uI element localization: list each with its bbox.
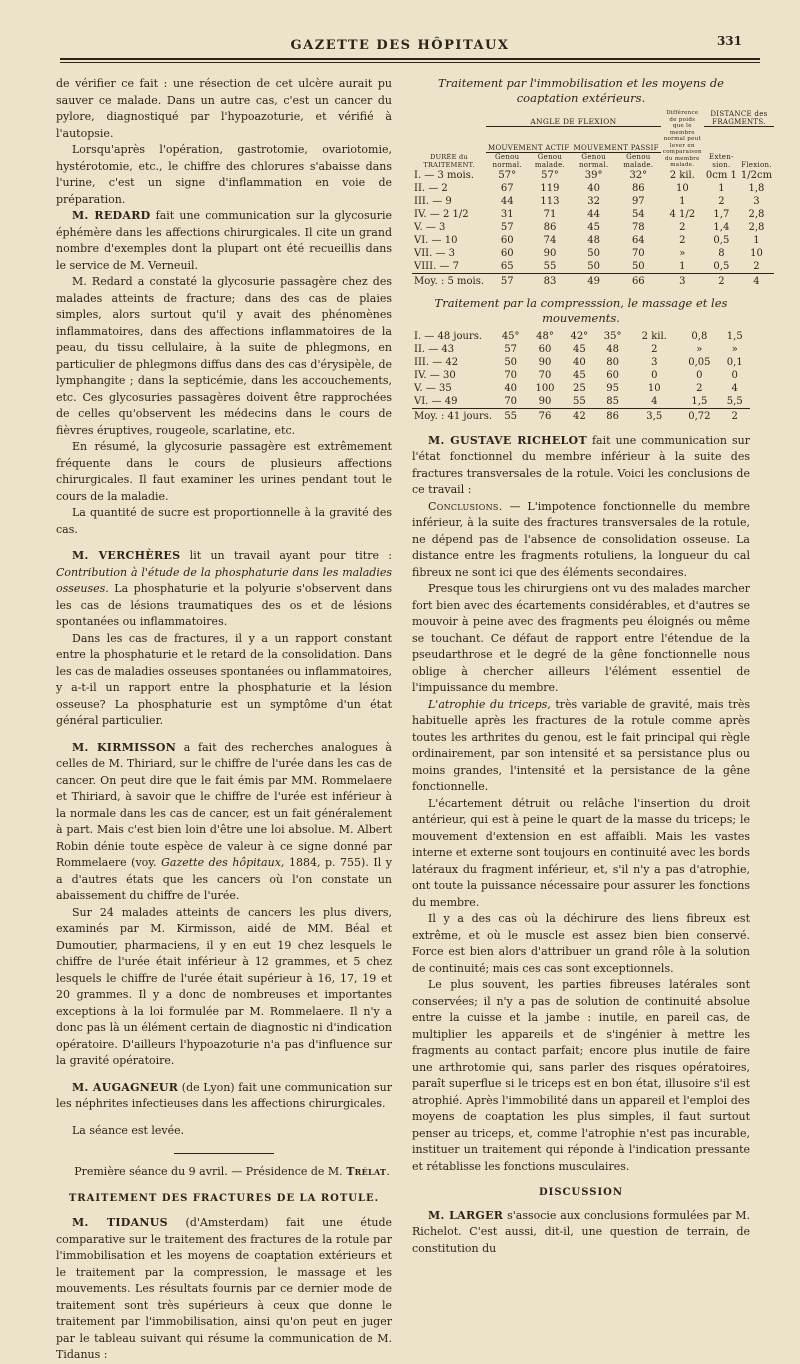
table-cell: 25 (572, 382, 586, 394)
speaker-name: M. LARGER (428, 1208, 504, 1222)
col-header-actif: MOUVEMENT ACTIF (486, 127, 571, 153)
header-rule-thin (60, 62, 760, 63)
table-cell: 2 (696, 382, 703, 394)
table-cell: 1 (679, 260, 686, 272)
table-cell: 2,8 (748, 221, 765, 233)
paragraph-text: (de Lyon) fait une communication sur les néphrites infectieuses dans les affections chirurgicales. (56, 1080, 393, 1110)
table-cell: 2 kil. (669, 169, 695, 181)
table-cell: 67 (500, 182, 514, 194)
table-cell: 2 (679, 221, 686, 233)
table-row (412, 330, 750, 343)
table-cell: 40 (587, 182, 601, 194)
speaker-name: M. AUGAGNEUR (72, 1080, 179, 1094)
table-row (412, 208, 774, 221)
table-cell: VII. — 3 (414, 247, 456, 259)
table-cell: 10 (750, 247, 763, 259)
table-cell: 48 (606, 343, 619, 355)
table-cell: 5,5 (726, 395, 743, 407)
speaker-name: M. VERCHÈRES (72, 549, 181, 562)
table-cell: 45 (572, 343, 586, 355)
table-cell: V. — 3 (414, 221, 446, 233)
col-header-difference: Différence de poids que le membre normal peut lever en comparaison du membre malade. (662, 110, 702, 168)
paragraph-text: a fait des recherches analogues à celles de M. Thiriard, sur le chiffre de l'urée dans les cas de cancer. On peut dire que le fait émis par MM. Rommelaere et Thiriard, à savoir que le chiffre de l'urée est inférieur à la normale dans les cas de cancer, est un fait généralement à part. Mais c'est bien loin d'être une loi absolue. M. Albert Robin dénie toute espèce de valeur à ce signe donné par Rommelaere (voy. (56, 740, 392, 869)
table-row (412, 169, 774, 182)
col-sub-genou-normal: Genou normal. (578, 152, 609, 169)
table-cell: 44 (500, 195, 514, 207)
paragraph-text: s'associe aux conclusions formulées par M. Richelot. C'est aussi, dit-il, une question de terrain, de constitution du (412, 1208, 750, 1255)
table-row (412, 395, 750, 409)
table-cell: 10 (675, 182, 689, 194)
table-cell: 60 (500, 234, 514, 246)
table-cell: 65 (500, 260, 514, 272)
table-cell: 50 (587, 247, 601, 259)
session-text: Première séance du 9 avril. — Présidence de M. (74, 1165, 347, 1178)
table-cell: 64 (631, 234, 645, 246)
table-cell: 90 (538, 356, 552, 368)
table-cell: VIII. — 7 (414, 260, 459, 272)
table-cell: 90 (543, 247, 557, 259)
paragraph (412, 499, 750, 582)
table-cell: » (696, 343, 703, 355)
table-cell: 1,8 (748, 182, 765, 194)
table-cell: I. — 3 mois. (414, 169, 475, 181)
paragraph-text: lit un travail ayant pour titre : (180, 549, 393, 562)
table-row (412, 182, 774, 195)
table-cell: IV. — 2 1/2 (414, 208, 469, 220)
table-cell: 70 (538, 369, 552, 381)
table-immobilisation (412, 110, 774, 288)
table-cell: 95 (606, 382, 619, 394)
table-cell: 70 (504, 395, 518, 407)
table-cell: 90 (538, 395, 552, 407)
table-cell: 0 (696, 369, 703, 381)
speaker-name: M. KIRMISSON (72, 740, 177, 754)
work-title: Contribution à l'étude de la phosphaturie dans les maladies osseuses. (56, 565, 392, 595)
session-heading (56, 1164, 392, 1181)
paragraph (56, 740, 392, 905)
table-cell: VI. — 10 (414, 234, 458, 246)
paragraph: En résumé, la glycosurie passagère est extrêmement fréquente dans le cours de plusieurs affections chirurgicales. Il faut examiner les urines pendant tout le cours de la maladie. (56, 440, 392, 503)
table-cell: 2 (753, 260, 760, 272)
table-cell: V. — 35 (414, 382, 452, 394)
paragraph (56, 548, 392, 631)
session-text-end: . (386, 1165, 390, 1178)
table-total-row (412, 408, 750, 423)
table-cell: » (731, 343, 738, 355)
table-cell: 1 (718, 182, 725, 194)
table-cell: » (679, 247, 686, 259)
paragraph-text: 1884, p. 755). Il y a d'autres états que les cancers où l'on constate un abaissement du chiffre de l'urée. (56, 856, 392, 902)
table-cell: 2 (651, 343, 658, 355)
table-row (412, 382, 750, 395)
col-header-extension: Exten-sion. (709, 152, 734, 169)
table-cell: Moy. : 5 mois. (412, 273, 486, 288)
table-cell: 83 (528, 273, 571, 288)
table-cell: 76 (527, 408, 562, 423)
table-cell: 1,7 (713, 208, 730, 220)
table-cell: III. — 42 (414, 356, 459, 368)
paragraph-text: (d'Amsterdam) fait une étude comparative sur le traitement des fractures de la rotule par l'immobilisation et les moyens de coaptation extérieurs et le traitement par la compression, le massage et les mouvements. Les résultats fournis par ce dernier mode de traitement sont très supérieurs à ceux que donne le traitement par l'immobilisation, ainsi qu'on peut en juger par le tableau suivant qui résume la communication de M. Tidanus : (56, 1216, 392, 1361)
table-cell: 80 (606, 356, 619, 368)
col-header-flexion: Flexion. (741, 160, 772, 169)
table-cell: 0,5 (713, 260, 730, 272)
table-cell: Moy. : 41 jours. (412, 408, 494, 423)
table-cell: 50 (587, 260, 601, 272)
paragraph (412, 1208, 750, 1258)
table-cell: 1 (679, 195, 686, 207)
paragraph-text: La phosphaturie et la polyurie s'observent dans les cas de lésions traumatiques des os et de lésions spontanées ou inflammatoires. (56, 582, 392, 628)
table-cell: 1/2cm (740, 169, 773, 181)
table-cell: 57 (504, 343, 518, 355)
table-cell: 32 (587, 195, 601, 207)
table-cell: 1,5 (726, 330, 743, 342)
table-cell: 113 (540, 195, 560, 207)
table-row (412, 260, 774, 274)
speaker-name: M. REDARD (72, 209, 151, 222)
table-cell: II. — 2 (414, 182, 448, 194)
col-header-passif: MOUVEMENT PASSIF (572, 127, 661, 153)
paragraph-text: fait une communication sur l'état fonctionnel du membre inférieur à la suite des fractures transversales de la rotule. Voici les conclusions de ce travail : (412, 433, 750, 496)
table-cell: 50 (504, 356, 518, 368)
table-cell: 2 (679, 234, 686, 246)
table-cell: 85 (606, 395, 619, 407)
table-cell: 3 (661, 273, 704, 288)
paragraph: Dans les cas de fractures, il y a un rapport constant entre la phosphaturie et le retard de la consolidation. Dans les cas de maladies osseuses spontanées ou inflammatoires, y a-t-il un rapport entre la phosphaturie et la lésion osseuse? La phosphaturie est un symptôme d'un état général particulier. (56, 631, 392, 727)
table-cell: 1,5 (691, 395, 708, 407)
section-title: TRAITEMENT DES FRACTURES DE LA ROTULE. (68, 1192, 380, 1204)
table-cell: 44 (587, 208, 601, 220)
paragraph: L'écartement détruit ou relâche l'insertion du droit antérieur, qui est à peine le quart de la masse du triceps; le mouvement d'extension en est affaibli. Mais les vastes interne et externe sont toujours en continuité avec les bords latéraux du fragment inférieur, et, s'il n'y a pas d'atrophie, ont toute la puissance nécessaire pour assurer les fonctions du membre. (412, 796, 750, 909)
table-cell: 3 (651, 356, 658, 368)
table-cell: 119 (540, 182, 560, 194)
table-cell: 3 (753, 195, 760, 207)
table-cell: 45 (572, 369, 586, 381)
paragraph: Il y a des cas où la déchirure des liens fibreux est extrême, et où le muscle est assez bien bien conservé. Force est bien alors d'attribuer un grand rôle à la solution de continuité; mais ces cas sont exceptionnels. (412, 912, 750, 975)
table-cell: 1,4 (713, 221, 730, 233)
table-cell: 70 (504, 369, 518, 381)
table-cell: 48° (536, 330, 554, 342)
table-cell: 4 (731, 382, 738, 394)
emphasis: L'atrophie du triceps, (428, 697, 551, 711)
table-cell: 2 kil. (641, 330, 667, 342)
table-cell: III. — 9 (414, 195, 452, 207)
table-cell: 54 (631, 208, 645, 220)
table-cell: 60 (500, 247, 514, 259)
table-cell: 86 (543, 221, 557, 233)
table-cell: 60 (538, 343, 552, 355)
table-cell: IV. — 30 (414, 369, 456, 381)
table-cell: 2 (719, 408, 750, 423)
table-cell: 3,5 (629, 408, 679, 423)
paragraph: La quantité de sucre est proportionnelle à la gravité des cas. (56, 506, 392, 536)
paragraph-text: très variable de gravité, mais très habituelle après les fractures de la rotule comme après toutes les arthrites du genou, est le fait principal qui règle ordinairement, par son intensité et sa persistance plus ou moins grandes, l'intensité et la persistance de la gêne fonctionnelle. (412, 697, 750, 793)
right-column (412, 76, 773, 1257)
table-cell: 100 (535, 382, 555, 394)
discussion-heading: DISCUSSION (538, 1187, 623, 1198)
col-header-duree: DURÉE du TRAITEMENT. (423, 152, 475, 169)
table-cell: VI. — 49 (414, 395, 458, 407)
table-cell: 57° (541, 169, 559, 181)
speaker-name: M. GUSTAVE RICHELOT (428, 433, 587, 447)
speaker-name: M. TIDANUS (72, 1216, 168, 1229)
table-cell: I. — 48 jours. (414, 330, 483, 342)
paragraph: Lorsqu'après l'opération, gastrotomie, ovariotomie, hystérotomie, etc., le chiffre des chlorures s'abaisse dans l'urine, c'est un signe d'inflammation en voie de préparation. (56, 143, 392, 206)
left-column (56, 76, 392, 1364)
table1-body (412, 169, 774, 288)
table-cell: 70 (631, 247, 645, 259)
table-cell: 0,1 (726, 356, 743, 368)
table-cell: 55 (494, 408, 527, 423)
table-cell: 0,05 (688, 356, 711, 368)
table-cell: 40 (572, 356, 586, 368)
table-total-row (412, 273, 774, 288)
table-cell: 0 (731, 369, 738, 381)
table-cell: 4 (651, 395, 658, 407)
table-cell: 10 (647, 382, 661, 394)
table-cell: 71 (543, 208, 557, 220)
table-cell: 0 (651, 369, 658, 381)
col-sub-genou-normal: Genou normal. (492, 152, 522, 169)
table-cell: 8 (718, 247, 725, 259)
table-cell: 0,5 (713, 234, 730, 246)
paragraph (56, 208, 392, 274)
table-row (412, 234, 774, 247)
table-cell: 49 (572, 273, 616, 288)
president-name: Trélat (346, 1165, 387, 1178)
col-sub-genou-malade: Genou malade. (534, 152, 566, 169)
citation: Gazette des hôpitaux, (161, 856, 285, 869)
table-cell: 2 (718, 195, 725, 207)
table-cell: 50 (631, 260, 645, 272)
table-cell: 86 (631, 182, 645, 194)
table-cell: 57 (500, 221, 514, 233)
table-cell: 55 (572, 395, 586, 407)
table-cell: 0,72 (679, 408, 719, 423)
table-cell: 1 (753, 234, 760, 246)
table-cell: 60 (606, 369, 619, 381)
header-rule (60, 58, 760, 60)
col-header-angle: ANGLE DE FLEXION (486, 110, 661, 127)
table-row (412, 221, 774, 234)
paragraph: M. Redard a constaté la glycosurie passagère chez des malades atteints de fracture; dans des cas de plaies simples, alors surtout qu'il y avait des phénomènes inflammatoires, dans des affections inflammatoires de la peau, du tissu cellulaire, à la suite de phlegmons, en particulier de phlegmons diffus dans des cas d'érysipèle, de lymphangite ; dans la septicémie, dans les accouchements, etc. Ces glycosuries passagères doivent être rapprochées de celles qu'observent les médecins dans le cours de fièvres éruptives, rougeole, scarlatine, etc. (56, 275, 392, 437)
table-cell: 31 (500, 208, 514, 220)
table-cell: 66 (616, 273, 661, 288)
paragraph (56, 1080, 392, 1113)
page-header (40, 30, 760, 64)
table-cell: 45° (501, 330, 520, 342)
table-cell: 2 (704, 273, 739, 288)
divider (174, 1153, 274, 1154)
table-cell: 86 (596, 408, 629, 423)
paragraph (412, 433, 750, 499)
table-cell: 74 (543, 234, 557, 246)
paragraph (412, 697, 750, 796)
table-cell: 57° (498, 169, 517, 181)
table-cell: 48 (587, 234, 601, 246)
paragraph (56, 1215, 392, 1364)
paragraph: La séance est levée. (72, 1123, 185, 1137)
table-cell: 39° (584, 169, 603, 181)
table-cell: 40 (504, 382, 518, 394)
table-cell: 57 (486, 273, 528, 288)
table-cell: 45 (587, 221, 601, 233)
journal-title: GAZETTE DES HÔPITAUX (290, 38, 510, 53)
table-row (412, 247, 774, 260)
paragraph: de vérifier ce fait : une résection de cet ulcère aurait pu sauver ce malade. Dans un autre cas, c'est un cancer du pylore, diagnostiqué par l'hypoazoturie, et vérifié à l'autopsie. (56, 77, 392, 140)
table-cell: 55 (543, 260, 557, 272)
table-cell: 4 1/2 (669, 208, 696, 220)
table-title: Traitement par l'immobilisation et les moyens de coaptation extérieurs. (438, 76, 724, 105)
table2-body (412, 330, 750, 423)
table-compression (412, 330, 750, 423)
col-sub-genou-malade: Genou malade. (623, 152, 654, 169)
table-cell: 97 (631, 195, 645, 207)
table-row (412, 356, 750, 369)
table-cell: II. — 43 (414, 343, 455, 355)
table-row (412, 195, 774, 208)
table-cell: 35° (603, 330, 622, 342)
paragraph-text: fait une communication sur la glycosurie éphémère dans les affections chirurgicales. Il cite un grand nombre d'exemples dont la plupart ont été recueillis dans le service de M. Verneuil. (56, 209, 392, 272)
col-header-distance: DISTANCE des FRAGMENTS. (704, 110, 774, 127)
paragraph: Le plus souvent, les parties fibreuses latérales sont conservées; il n'y a pas de solution de continuité absolue entre la cuisse et la jambe : inutile, en pareil cas, de multiplier les appareils et de s'ingénier à mettre les fragments au contact parfait; encore plus inutile de faire une arthrotomie qui, sans parler des risques opératoires, paraît superflue si le triceps est en bon état, illusoire s'il est atrophié. Après l'immobilité dans un appareil et l'emploi des moyens de coaptation les plus simples, il faut surtout penser au triceps, et, comme l'atrophie n'est pas incurable, instituer un traitement qui réponde à l'indication pressante et rétablisse les fonctions musculaires. (412, 978, 750, 1173)
paragraph: Sur 24 malades atteints de cancers les plus divers, examinés par M. Kirmisson, aidé de MM. Béal et Dumoutier, pharmaciens, il y en eut 19 chez lesquels le chiffre de l'urée était inférieur à 12 grammes, et 5 chez lesquels le chiffre de l'urée était supérieur à 16, 17, 19 et 20 grammes. Il y a donc de nombreuses et importantes exceptions à la loi formulée par M. Rommelaere. Il n'y a donc pas là un élément certain de diagnostic ni d'indication opératoire. D'ailleurs l'hypoazoturie n'a pas d'influence sur la gravité opératoire. (56, 905, 392, 1067)
table-cell: 0cm 1 (705, 169, 737, 181)
conclusions-label: Conclusions. (428, 499, 503, 513)
table-cell: 4 (739, 273, 774, 288)
table-cell: 42 (563, 408, 596, 423)
table-cell: 32° (629, 169, 648, 181)
table-title: Traitement par la compresssion, le massage et les mouvements. (434, 295, 728, 325)
paragraph-text: — L'impotence fonctionnelle du membre inférieur, à la suite des fractures transversales de la rotule, ne dépend pas de l'absence de consolidation osseuse. La distance entre les fragments rotuliens, la longueur du cal fibreux ne sont ici que des éléments secondaires. (412, 499, 750, 579)
table-row (412, 343, 750, 356)
table-cell: 0,8 (691, 330, 708, 342)
table-row (412, 369, 750, 382)
table-cell: 78 (631, 221, 645, 233)
paragraph: Presque tous les chirurgiens ont vu des malades marcher fort bien avec des écartements considérables, et d'autres se mouvoir à peine avec des fragments peu éloignés ou même se touchant. Ce défaut de rapport entre l'étendue de la pseudarthrose et le degré de la gêne fonctionnelle nous oblige à chercher ailleurs l'élément essentiel de l'impuissance du membre. (412, 582, 750, 694)
table-cell: 2,8 (748, 208, 765, 220)
page-number: 331 (716, 34, 742, 48)
table-cell: 42° (570, 330, 589, 342)
